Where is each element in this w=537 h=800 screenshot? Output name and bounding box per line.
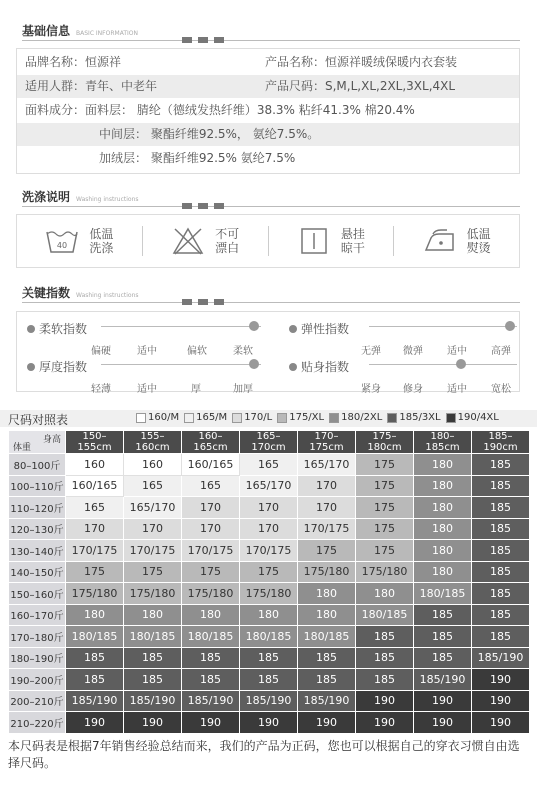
option-label: 偏硬	[91, 346, 111, 357]
wash-label-1: 低温	[89, 227, 114, 241]
size-cell: 180	[182, 604, 240, 626]
size-cell: 185	[472, 475, 530, 497]
size-cell: 180	[414, 561, 472, 583]
size-cell: 170/175	[298, 518, 356, 540]
bullet-icon	[289, 325, 297, 333]
size-cell: 185	[240, 647, 298, 669]
size-cell: 180	[414, 497, 472, 519]
option-label: 柔软	[233, 346, 253, 357]
option-label: 适中	[447, 384, 467, 395]
size-cell: 185	[414, 626, 472, 648]
wash-item	[394, 226, 519, 256]
column-header: 170–175cm	[298, 431, 356, 454]
corner-weight-label: 体重	[13, 442, 32, 453]
size-cell: 185/190	[240, 690, 298, 712]
legend-label: 185/3XL	[399, 412, 441, 423]
dry-label-2: 晾干	[340, 241, 365, 255]
info-row	[17, 147, 519, 170]
legend-swatch	[387, 413, 397, 423]
size-cell: 185	[414, 604, 472, 626]
size-chart-header	[0, 410, 537, 427]
size-cell: 180	[414, 475, 472, 497]
row-header: 110–120斤	[9, 497, 66, 519]
size-cell: 185	[472, 561, 530, 583]
size-cell: 180	[66, 604, 124, 626]
index-label: 弹性指数	[301, 322, 350, 336]
table-row	[9, 497, 530, 519]
wash-item	[269, 226, 394, 256]
size-cell: 185	[124, 647, 182, 669]
size-cell: 190	[472, 690, 530, 712]
size-cell: 175	[182, 561, 240, 583]
basic-info-title-en: BASIC INFORMATION	[76, 30, 138, 37]
column-header: 175–180cm	[356, 431, 414, 454]
wash-divider	[22, 206, 520, 207]
fabric-fleece: 加绒层： 聚酯纤维92.5% 氨纶7.5%	[99, 151, 296, 165]
size-cell: 170	[298, 475, 356, 497]
size-cell: 175	[240, 561, 298, 583]
iron-label-1: 低温	[466, 227, 491, 241]
table-row	[9, 647, 530, 669]
wash-box	[16, 214, 520, 268]
size-cell: 185/190	[66, 690, 124, 712]
table-row	[9, 712, 530, 734]
size-cell: 190	[356, 690, 414, 712]
row-header: 210–220斤	[9, 712, 66, 734]
index-label: 厚度指数	[39, 360, 88, 374]
size-cell: 185	[472, 497, 530, 519]
index-track	[101, 364, 261, 365]
size-cell: 185	[298, 647, 356, 669]
size-cell: 170	[182, 497, 240, 519]
legend-label: 170/L	[244, 412, 273, 423]
size-cell: 170	[66, 518, 124, 540]
size-cell: 185/190	[414, 669, 472, 691]
size-cell: 175	[356, 475, 414, 497]
legend-label: 175/XL	[289, 412, 325, 423]
size-cell: 190	[356, 712, 414, 734]
size-cell: 185	[472, 604, 530, 626]
corner-height-label: 身高	[42, 434, 61, 445]
size-cell: 185	[472, 583, 530, 605]
size-cell: 190	[472, 712, 530, 734]
legend-label: 165/M	[196, 412, 228, 423]
option-label: 高弹	[491, 346, 511, 357]
size-cell: 170	[182, 518, 240, 540]
size-cell: 180/185	[182, 626, 240, 648]
basic-info-heading	[22, 22, 138, 40]
wash-item	[143, 226, 268, 256]
index-knob	[249, 321, 259, 331]
column-header: 180–185cm	[414, 431, 472, 454]
table-row	[9, 518, 530, 540]
size-cell: 185	[66, 647, 124, 669]
wash-item	[17, 226, 142, 256]
size-cell: 170/175	[182, 540, 240, 562]
row-header: 120–130斤	[9, 518, 66, 540]
size-cell: 190	[414, 690, 472, 712]
size-cell: 185/190	[472, 647, 530, 669]
product-name: 产品名称：恒源祥暖绒保暖内衣套装	[265, 55, 458, 69]
size-cell: 175/180	[182, 583, 240, 605]
row-header: 160–170斤	[9, 604, 66, 626]
size-cell: 180	[124, 604, 182, 626]
hang-dry-icon	[297, 226, 331, 256]
legend-swatch	[446, 413, 456, 423]
row-header: 190–200斤	[9, 669, 66, 691]
bleach-label-2: 漂白	[215, 241, 240, 255]
size-cell: 185	[124, 669, 182, 691]
size-cell: 190	[472, 669, 530, 691]
option-label: 厚	[191, 384, 201, 395]
info-row	[17, 75, 519, 98]
legend-swatch	[277, 413, 287, 423]
size-cell: 180	[356, 583, 414, 605]
size-cell: 185/190	[298, 690, 356, 712]
table-row	[9, 604, 530, 626]
size-cell: 185	[182, 669, 240, 691]
footer-note: 本尺码表是根据7年销售经验总结而来，我们的产品为正码，您也可以根据自己的穿衣习惯自由选择尺码。	[8, 739, 520, 770]
size-cell: 180	[414, 540, 472, 562]
size-cell: 180/185	[240, 626, 298, 648]
size-cell: 180	[298, 604, 356, 626]
size-cell: 160	[124, 454, 182, 476]
target-audience: 适用人群：青年、中老年	[25, 79, 158, 93]
row-header: 180–190斤	[9, 647, 66, 669]
option-label: 偏软	[187, 346, 207, 357]
row-header: 130–140斤	[9, 540, 66, 562]
option-label: 修身	[403, 384, 423, 395]
bleach-label-1: 不可	[215, 227, 240, 241]
size-cell: 175/180	[356, 561, 414, 583]
size-cell: 190	[414, 712, 472, 734]
column-header: 155–160cm	[124, 431, 182, 454]
index-track	[369, 364, 517, 365]
size-cell: 185	[472, 454, 530, 476]
option-label: 适中	[137, 346, 157, 357]
size-cell: 165/170	[124, 497, 182, 519]
table-row	[9, 475, 530, 497]
size-cell: 170	[124, 518, 182, 540]
size-cell: 185/190	[124, 690, 182, 712]
size-cell: 170	[240, 518, 298, 540]
size-cell: 175/180	[124, 583, 182, 605]
wash-40-icon	[45, 226, 79, 256]
bullet-icon	[289, 363, 297, 371]
size-cell: 170	[240, 497, 298, 519]
size-cell: 185	[298, 669, 356, 691]
wash-title-en: Washing instructions	[76, 196, 139, 203]
size-cell: 175	[356, 518, 414, 540]
size-cell: 175	[356, 540, 414, 562]
size-cell: 185	[472, 518, 530, 540]
option-label: 适中	[137, 384, 157, 395]
table-row	[9, 583, 530, 605]
index-knob	[456, 359, 466, 369]
size-cell: 170	[298, 497, 356, 519]
table-row	[9, 454, 530, 476]
option-label: 轻薄	[91, 384, 111, 395]
row-header: 170–180斤	[9, 626, 66, 648]
size-cell: 185/190	[182, 690, 240, 712]
column-header: 185–190cm	[472, 431, 530, 454]
table-row	[9, 626, 530, 648]
legend-label: 190/4XL	[457, 412, 499, 423]
option-label: 宽松	[491, 384, 511, 395]
size-cell: 160/165	[182, 454, 240, 476]
option-label: 无弹	[361, 346, 381, 357]
size-cell: 160	[66, 454, 124, 476]
row-header: 200–210斤	[9, 690, 66, 712]
size-cell: 185	[182, 647, 240, 669]
index-divider	[22, 302, 520, 303]
iron-label-2: 熨烫	[466, 241, 491, 255]
size-cell: 175	[298, 540, 356, 562]
size-legend	[134, 412, 502, 423]
size-chart-title: 尺码对照表	[8, 413, 69, 427]
table-row	[9, 690, 530, 712]
basic-info-box	[16, 48, 520, 174]
index-track	[101, 326, 261, 327]
size-cell: 190	[240, 712, 298, 734]
dry-label-1: 悬挂	[340, 227, 365, 241]
size-table	[8, 430, 530, 734]
size-cell: 160/165	[66, 475, 124, 497]
table-row	[9, 540, 530, 562]
size-cell: 165/170	[298, 454, 356, 476]
wash-label-2: 洗涤	[89, 241, 114, 255]
basic-info-title: 基础信息	[22, 24, 71, 38]
size-cell: 175	[66, 561, 124, 583]
index-box	[16, 311, 520, 395]
table-corner	[9, 431, 66, 454]
wash-heading	[22, 188, 139, 206]
info-row	[17, 123, 519, 146]
index-knob	[249, 359, 259, 369]
size-cell: 165	[182, 475, 240, 497]
legend-swatch	[184, 413, 194, 423]
index-label: 柔软指数	[39, 322, 88, 336]
size-cell: 175/180	[66, 583, 124, 605]
size-cell: 180	[414, 518, 472, 540]
size-cell: 175	[356, 454, 414, 476]
column-header: 160–165cm	[182, 431, 240, 454]
size-cell: 185	[472, 626, 530, 648]
table-row	[9, 669, 530, 691]
option-label: 紧身	[361, 384, 381, 395]
brand-name: 品牌名称：恒源祥	[25, 55, 122, 69]
wash-temp-text: 40	[57, 241, 68, 250]
size-cell: 185	[66, 669, 124, 691]
size-cell: 165/170	[240, 475, 298, 497]
column-header: 165–170cm	[240, 431, 298, 454]
size-cell: 165	[66, 497, 124, 519]
fit-index	[289, 358, 519, 394]
info-row	[17, 99, 519, 122]
fabric-outer: 面料成分：面料层： 腈纶（德绒发热纤维）38.3% 粘纤41.3% 棉20.4%	[25, 103, 415, 117]
index-track	[369, 326, 517, 327]
size-cell: 185	[356, 626, 414, 648]
size-cell: 190	[124, 712, 182, 734]
size-cell: 175	[124, 561, 182, 583]
softness-index	[27, 320, 267, 356]
row-header: 150–160斤	[9, 583, 66, 605]
size-cell: 185	[356, 647, 414, 669]
size-cell: 190	[182, 712, 240, 734]
size-cell: 180/185	[414, 583, 472, 605]
index-knob	[505, 321, 515, 331]
size-cell: 170/175	[240, 540, 298, 562]
fabric-middle: 中间层： 聚酯纤维92.5%， 氨纶7.5%。	[99, 127, 320, 141]
no-bleach-icon	[171, 226, 205, 256]
size-cell: 180	[414, 454, 472, 476]
row-header: 100–110斤	[9, 475, 66, 497]
size-cell: 190	[66, 712, 124, 734]
size-cell: 180/185	[298, 626, 356, 648]
option-label: 加厚	[233, 384, 253, 395]
legend-label: 160/M	[148, 412, 180, 423]
index-title: 关键指数	[22, 286, 71, 300]
size-cell: 175/180	[240, 583, 298, 605]
size-cell: 170/175	[66, 540, 124, 562]
size-cell: 185	[240, 669, 298, 691]
column-header: 150–155cm	[66, 431, 124, 454]
size-cell: 175/180	[298, 561, 356, 583]
index-label: 贴身指数	[301, 360, 350, 374]
size-cell: 180	[298, 583, 356, 605]
size-cell: 180/185	[66, 626, 124, 648]
low-iron-icon	[423, 226, 457, 256]
thickness-index	[27, 358, 267, 394]
size-cell: 185	[414, 647, 472, 669]
legend-swatch	[136, 413, 146, 423]
info-row	[17, 51, 519, 74]
size-cell: 185	[472, 540, 530, 562]
basic-info-divider	[22, 40, 520, 41]
size-cell: 180/185	[124, 626, 182, 648]
size-cell: 165	[240, 454, 298, 476]
size-cell: 180/185	[356, 604, 414, 626]
elasticity-index	[289, 320, 519, 356]
legend-swatch	[232, 413, 242, 423]
option-label: 微弹	[403, 346, 423, 357]
wash-title: 洗涤说明	[22, 190, 71, 204]
size-cell: 180	[240, 604, 298, 626]
size-cell: 165	[124, 475, 182, 497]
size-cell: 185	[356, 669, 414, 691]
index-title-en: Washing instructions	[76, 292, 139, 299]
size-cell: 175	[356, 497, 414, 519]
row-header: 80–100斤	[9, 454, 66, 476]
index-heading	[22, 284, 139, 302]
size-cell: 170/175	[124, 540, 182, 562]
legend-label: 180/2XL	[341, 412, 383, 423]
table-row	[9, 561, 530, 583]
bullet-icon	[27, 325, 35, 333]
legend-swatch	[329, 413, 339, 423]
product-sizes: 产品尺码：S,M,L,XL,2XL,3XL,4XL	[265, 79, 456, 93]
row-header: 140–150斤	[9, 561, 66, 583]
option-label: 适中	[447, 346, 467, 357]
size-cell: 190	[298, 712, 356, 734]
bullet-icon	[27, 363, 35, 371]
